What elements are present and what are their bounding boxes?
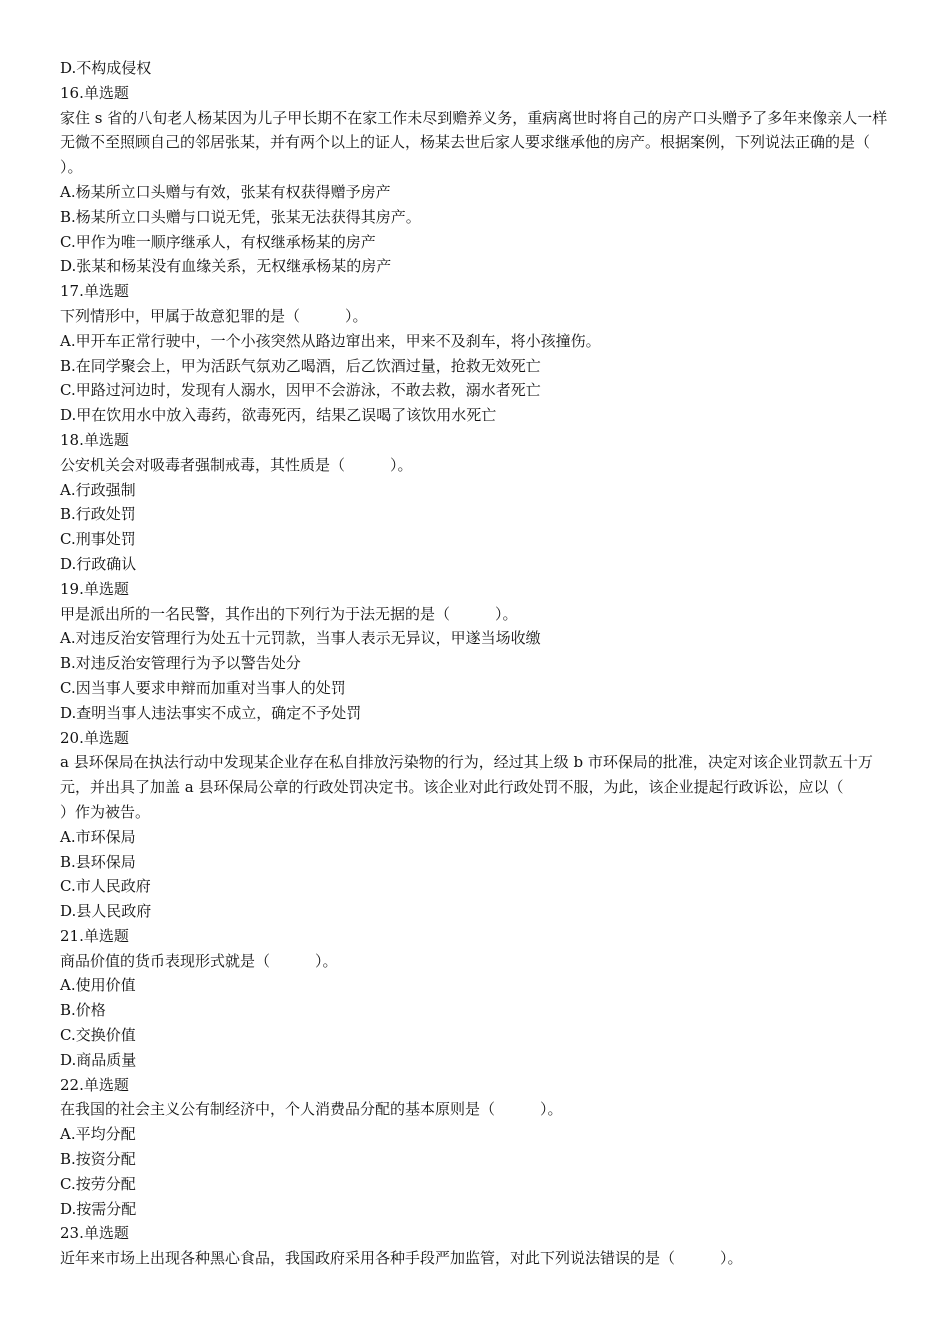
option-18-a: A.行政强制 <box>60 480 136 499</box>
option-17-d: D.甲在饮用水中放入毒药，欲毒死丙，结果乙误喝了该饮用水死亡 <box>60 406 497 425</box>
option-20-b: B.县环保局 <box>60 852 136 871</box>
option-19-a: A.对违反治安管理行为处五十元罚款，当事人表示无异议，甲遂当场收缴 <box>60 629 541 648</box>
question-21-stem: 商品价值的货币表现形式就是（ ）。 <box>60 951 338 970</box>
option-21-a: A.使用价值 <box>60 976 136 995</box>
question-23-title: 23.单选题 <box>60 1224 129 1243</box>
question-19-stem: 甲是派出所的一名民警，其作出的下列行为于法无据的是（ ）。 <box>60 604 518 623</box>
question-22-title: 22.单选题 <box>60 1075 129 1094</box>
option-19-d: D.查明当事人违法事实不成立，确定不予处罚 <box>60 703 362 722</box>
question-22-stem: 在我国的社会主义公有制经济中，个人消费品分配的基本原则是（ ）。 <box>60 1100 563 1119</box>
option-20-d: D.县人民政府 <box>60 902 152 921</box>
option-22-b: B.按资分配 <box>60 1150 136 1169</box>
question-23-stem: 近年来市场上出现各种黑心食品，我国政府采用各种手段严加监管，对此下列说法错误的是（ ）。 <box>60 1249 743 1268</box>
option-21-b: B.价格 <box>60 1001 106 1020</box>
question-17-stem: 下列情形中，甲属于故意犯罪的是（ ）。 <box>60 306 368 325</box>
option-22-d: D.按需分配 <box>60 1199 137 1218</box>
question-18-stem: 公安机关会对吸毒者强制戒毒，其性质是（ ）。 <box>60 455 413 474</box>
option-20-c: C.市人民政府 <box>60 877 151 896</box>
document-page <box>60 56 916 1271</box>
option-22-c: C.按劳分配 <box>60 1174 136 1193</box>
option-16-a: A.杨某所立口头赠与有效，张某有权获得赠予房产 <box>60 182 391 201</box>
question-16-stem: 家住 s 省的八旬老人杨某因为儿子甲长期不在家工作未尽到赡养义务，重病离世时将自己的房产口头赠予了多年来像亲人一样无微不至照顾自己的邻居张某，并有两个以上的证人，杨某去世后家人要求继承他的房产。根据案例，下列说法正确的是（ ）。 <box>60 108 916 177</box>
option-15-d: D.不构成侵权 <box>60 59 152 77</box>
option-16-b: B.杨某所立口头赠与口说无凭，张某无法获得其房产。 <box>60 207 421 226</box>
question-17-title: 17.单选题 <box>60 282 129 301</box>
option-19-b: B.对违反治安管理行为予以警告处分 <box>60 654 301 673</box>
option-18-b: B.行政处罚 <box>60 505 136 524</box>
option-19-c: C.因当事人要求申辩而加重对当事人的处罚 <box>60 678 346 697</box>
option-21-c: C.交换价值 <box>60 1026 136 1045</box>
question-20-title: 20.单选题 <box>60 728 129 747</box>
option-16-c: C.甲作为唯一顺序继承人，有权继承杨某的房产 <box>60 232 376 251</box>
option-21-d: D.商品质量 <box>60 1050 137 1069</box>
question-16-title: 16.单选题 <box>60 83 129 102</box>
option-18-c: C.刑事处罚 <box>60 530 136 549</box>
option-17-b: B.在同学聚会上，甲为活跃气氛劝乙喝酒，后乙饮酒过量，抢救无效死亡 <box>60 356 541 375</box>
question-21-title: 21.单选题 <box>60 926 129 945</box>
option-18-d: D.行政确认 <box>60 554 137 573</box>
question-20-stem: a 县环保局在执法行动中发现某企业存在私自排放污染物的行为，经过其上级 b 市环保局的批准，决定对该企业罚款五十万元，并出具了加盖 a 县环保局公章的行政处罚决定书。该企业对此行政处罚不服，为此，该企业提起行政诉讼，应以（ ）作为被告。 <box>60 753 904 821</box>
option-17-c: C.甲路过河边时，发现有人溺水，因甲不会游泳，不敢去救，溺水者死亡 <box>60 381 541 400</box>
question-19-title: 19.单选题 <box>60 579 129 598</box>
question-18-title: 18.单选题 <box>60 430 129 449</box>
option-17-a: A.甲开车正常行驶中，一个小孩突然从路边窜出来，甲来不及刹车，将小孩撞伤。 <box>60 331 601 350</box>
option-22-a: A.平均分配 <box>60 1125 136 1144</box>
option-16-d: D.张某和杨某没有血缘关系，无权继承杨某的房产 <box>60 257 392 276</box>
option-20-a: A.市环保局 <box>60 827 136 846</box>
